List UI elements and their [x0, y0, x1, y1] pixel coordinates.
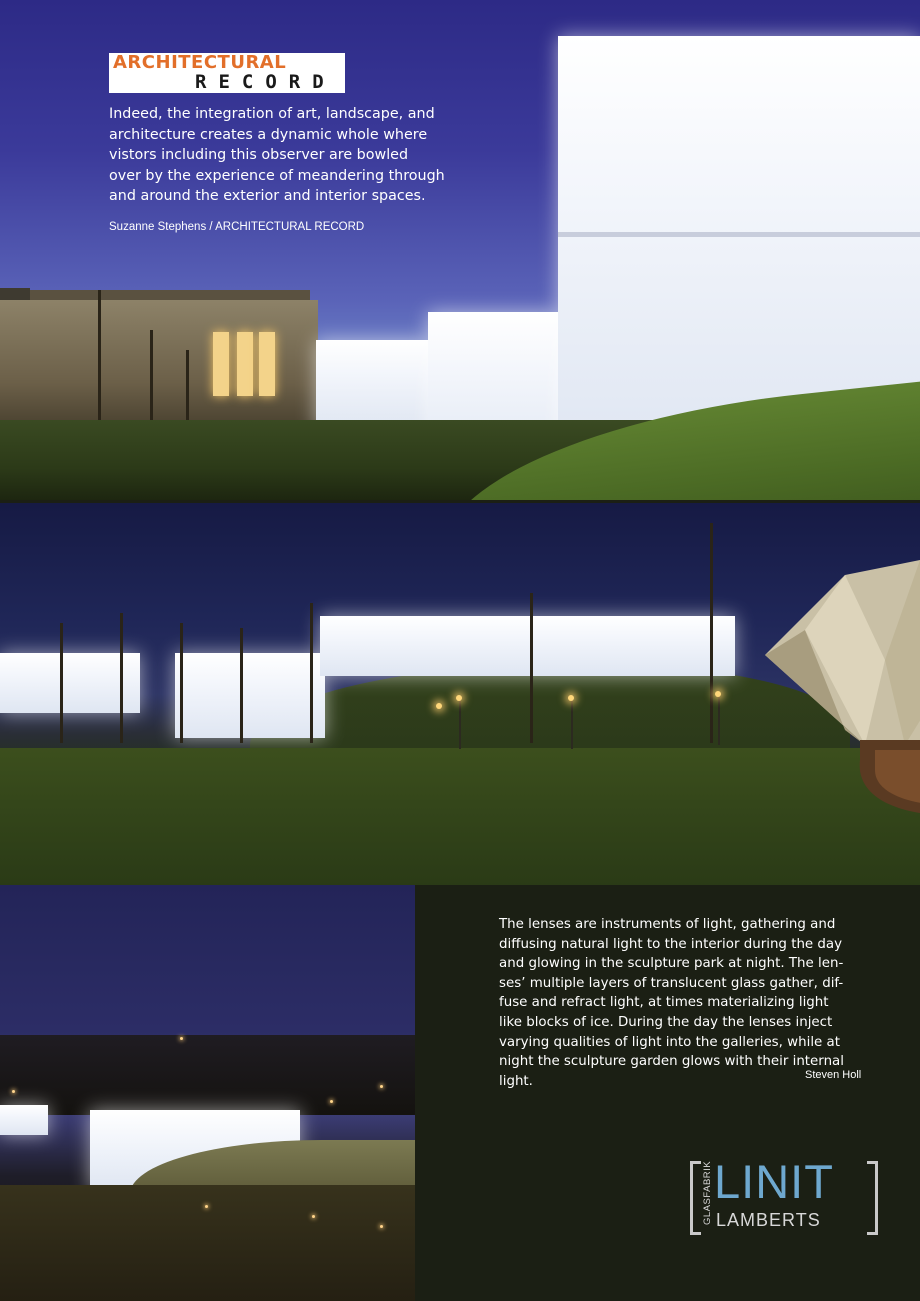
quote-line: diffusing natural light to the interior during the day	[499, 936, 843, 952]
glowing-lens	[0, 653, 140, 713]
lamp-light	[456, 695, 462, 701]
quote-line: night the sculpture garden glows with their internal	[499, 1054, 844, 1070]
quote-steven-holl	[499, 915, 884, 1091]
quote-credit: Suzanne Stephens / ARCHITECTURAL RECORD	[109, 221, 365, 233]
quote-line: fuse and refract light, at times materializing light	[499, 995, 829, 1011]
photo-museum-dusk	[0, 0, 920, 500]
quote-line: Indeed, the integration of art, landscape, and	[109, 106, 435, 122]
glowing-lens	[0, 1105, 48, 1135]
glowing-lens	[320, 616, 735, 676]
lamp-post	[571, 699, 573, 749]
tree	[60, 623, 63, 743]
quote-line: like blocks of ice. During the day the lenses inject	[499, 1014, 833, 1030]
logo-bracket-left	[690, 1161, 701, 1235]
quote-line: ses’ multiple layers of translucent glass gather, dif-	[499, 975, 844, 991]
path-light	[205, 1205, 208, 1208]
logo-glasfabrik: GLASFABRIK	[702, 1160, 713, 1225]
quote-architectural-record	[109, 104, 454, 207]
lamp-post	[718, 695, 720, 745]
ground	[0, 1185, 415, 1301]
lamp-light	[436, 703, 442, 709]
architectural-record-logo	[109, 53, 345, 93]
quote-line: The lenses are instruments of light, gathering and	[499, 917, 836, 932]
tree	[710, 523, 713, 743]
city-light	[180, 1037, 183, 1040]
logo-line-1: ARCHITECTURAL	[113, 52, 287, 73]
city-light	[380, 1085, 383, 1088]
glass-lens-small	[316, 340, 428, 430]
shuttlecock-sculpture	[745, 560, 920, 820]
logo-line-2: RECORD	[195, 71, 336, 93]
lamp-light	[715, 691, 721, 697]
quote-credit: Steven Holl	[805, 1069, 862, 1081]
lens-floor-line	[558, 232, 920, 237]
tree	[530, 593, 533, 743]
path-light	[380, 1225, 383, 1228]
logo-bracket-right	[867, 1161, 878, 1235]
tree	[310, 603, 313, 743]
quote-line: varying qualities of light into the galleries, while at	[499, 1034, 841, 1050]
lamp-light	[568, 695, 574, 701]
logo-lamberts: LAMBERTS	[716, 1210, 821, 1230]
city-light	[12, 1090, 15, 1093]
lit-window	[259, 332, 275, 396]
quote-line: and glowing in the sculpture park at night. The len-	[499, 956, 844, 972]
lamp-post	[459, 699, 461, 749]
path-light	[312, 1215, 315, 1218]
tree	[240, 628, 243, 743]
quote-line: vistors including this observer are bowled	[109, 147, 409, 164]
quote-line: light.	[499, 1073, 533, 1089]
tree	[180, 623, 183, 743]
photo-night-city	[0, 885, 415, 1301]
city-skyline	[0, 1035, 415, 1115]
quote-line: over by the experience of meandering through	[109, 167, 445, 184]
tree	[120, 613, 123, 743]
quote-line: and around the exterior and interior spaces.	[109, 188, 426, 205]
glowing-lens	[175, 653, 325, 738]
logo-linit: LINIT	[714, 1155, 834, 1208]
linit-lamberts-logo	[690, 1155, 878, 1231]
lit-window	[213, 332, 229, 396]
lit-window	[237, 332, 253, 396]
city-light	[330, 1100, 333, 1103]
quote-line: architecture creates a dynamic whole where	[109, 126, 428, 143]
